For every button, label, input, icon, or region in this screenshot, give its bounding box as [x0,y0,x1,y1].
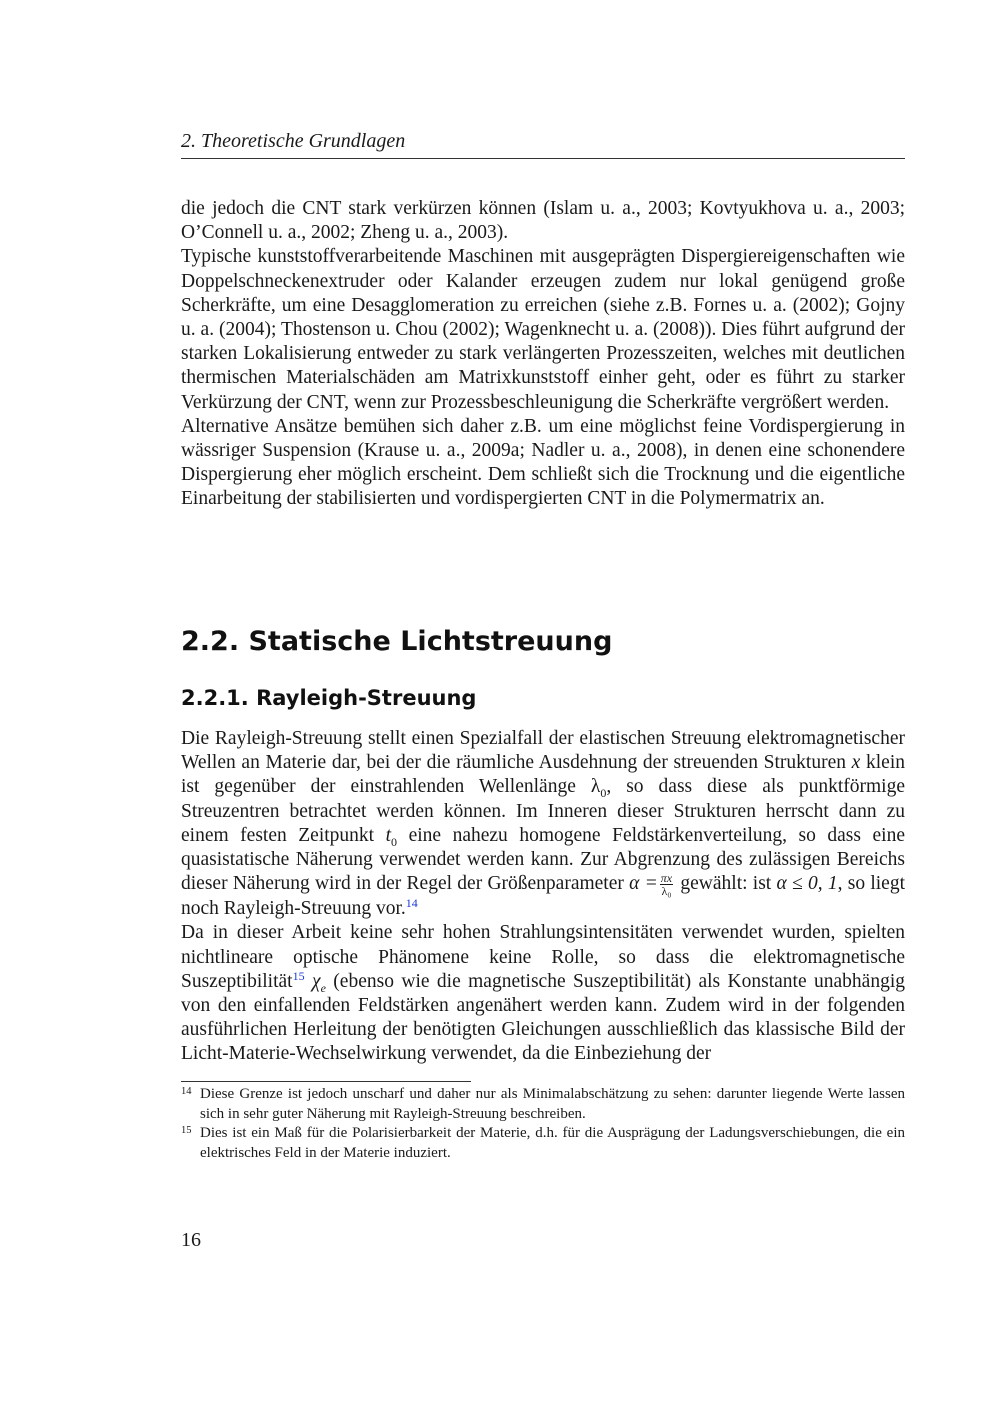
math-var-x: x [851,752,861,774]
footnote-ref-14[interactable]: 14 [405,896,418,911]
subsection-title: 2.2.1. Rayleigh-Streuung [181,686,477,710]
rayleigh-text-4: eine nahezu homogene Feldstärkenverteilung, so dass eine quasistatische Näherung verwendet werden kann. Zur Abgrenzung des zulässigen Bereichs dieser Näherung wird in der Regel der Größenparameter [181,824,905,895]
page-number: 16 [181,1229,201,1251]
math-subscript-e: e [320,980,326,995]
running-header: 2. Theoretische Grundlagen [181,128,905,159]
math-var-t: t [385,824,392,846]
math-subscript-0-time: 0 [391,834,398,849]
footnote-15 [181,1124,905,1163]
rayleigh-text-6: , so liegt noch Rayleigh-Streuung vor. [181,873,905,920]
footnote-text-14: Diese Grenze ist jedoch unscharf und daher nur als Minimalabschätzung zu sehen: darunter liegende Werte lassen sich in sehr guter Näherung mit Rayleigh-Streuung beschreiben. [200,1086,905,1122]
intro-text-block [181,197,905,512]
intro-paragraph-1: die jedoch die CNT stark verkürzen können (Islam u. a., 2003; Kovtyukhova u. a., 2003; O’Connell u. a., 2002; Zheng u. a., 2003). [181,198,905,244]
intro-paragraph-3: Alternative Ansätze bemühen sich daher z.B. um eine möglichst feine Vordispergierung in wässriger Suspension (Krause u. a., 2009a; Nadler u. a., 2008), in denen eine schonendere Dispergierung eher möglich erscheint. Dem schließt sich die Trocknung und die eigentliche Einarbeitung der stabilisierten und vordispergierten CNT in die Polymermatrix an. [181,415,905,510]
rayleigh-text-5: gewählt: ist [675,873,777,895]
rayleigh-text-block [181,727,905,1067]
page [181,0,905,1414]
rayleigh-text-2: klein ist gegenüber der einstrahlenden Wellenlänge [181,752,905,798]
math-alpha-equals: α = [629,873,658,895]
footnote-divider [181,1081,471,1082]
rayleigh-text-7: Da in dieser Arbeit keine sehr hohen Strahlungsintensitäten verwendet wurden, spielten nichtlineare optische Phänomene keine Rolle, so dass die elektromagnetische Suszeptibilität [181,922,905,992]
math-chi: χ [311,970,321,992]
fraction-denominator: λ₀ [661,884,672,899]
math-alpha-condition: α ≤ 0, 1 [776,873,838,895]
footnote-mark-15: 15 [181,1125,192,1136]
math-lambda: λ [590,776,601,798]
rayleigh-paragraph-2 [181,921,905,1066]
rayleigh-text-1: Die Rayleigh-Streuung stellt einen Spezialfall der elastischen Streuung elektromagnetischer Wellen an Materie dar, bei der die räumliche Ausdehnung der streuenden Strukturen [181,728,905,774]
intro-paragraph-2: Typische kunststoffverarbeitende Maschinen mit ausgeprägten Dispergiereigenschaften wie Doppelschneckenextruder oder Kalander erzeugen zudem nur lokal genügend große Scherkräfte, um eine Desagglomeration zu erreichen (siehe z.B. Fornes u. a. (2002); Gojny u. a. (2004); Thostenson u. Chou (2002); Wagenknecht u. a. (2008)). Dies führt aufgrund der starken Lokalisierung entweder zu stark verlängerten Prozesszeiten, welches mit deutlichen thermischen Materialschäden am Matrixkunststoff einher geht, oder es führt zu starker Verkürzung der CNT, wenn zur Prozessbeschleunigung die Scherkräfte vergrößert werden. [181,246,905,413]
rayleigh-paragraph-1 [181,727,905,921]
footnote-mark-14: 14 [181,1086,192,1097]
section-title: 2.2. Statische Lichtstreuung [181,626,613,657]
rayleigh-text-8: (ebenso wie die magnetische Suszeptibilität) als Konstante unabhängig von den einfallenden Feldstärken angenähert werden kann. Zudem wird in der folgenden ausführlichen Herleitung der benötigten Gleichungen ausschließlich das klassische Bild der Licht-Materie-Wechselwirkung verwendet, da die Einbeziehung der [181,970,905,1065]
footnote-14 [181,1085,905,1124]
fraction-numerator: πx [660,871,673,886]
footnotes [181,1085,905,1163]
footnote-ref-15[interactable]: 15 [292,968,305,983]
rayleigh-text-3: , so dass diese als punktförmige Streuzentren betrachtet werden können. Im Inneren dieser Strukturen herrscht dann zu einem festen Zeitpunkt [181,776,905,846]
math-subscript-0: 0 [600,786,607,801]
math-fraction [660,872,673,897]
footnote-text-15: Dies ist ein Maß für die Polarisierbarkeit der Materie, d.h. für die Ausprägung der Ladungsverschiebungen, die ein elektrisches Feld in der Materie induziert. [200,1125,905,1161]
